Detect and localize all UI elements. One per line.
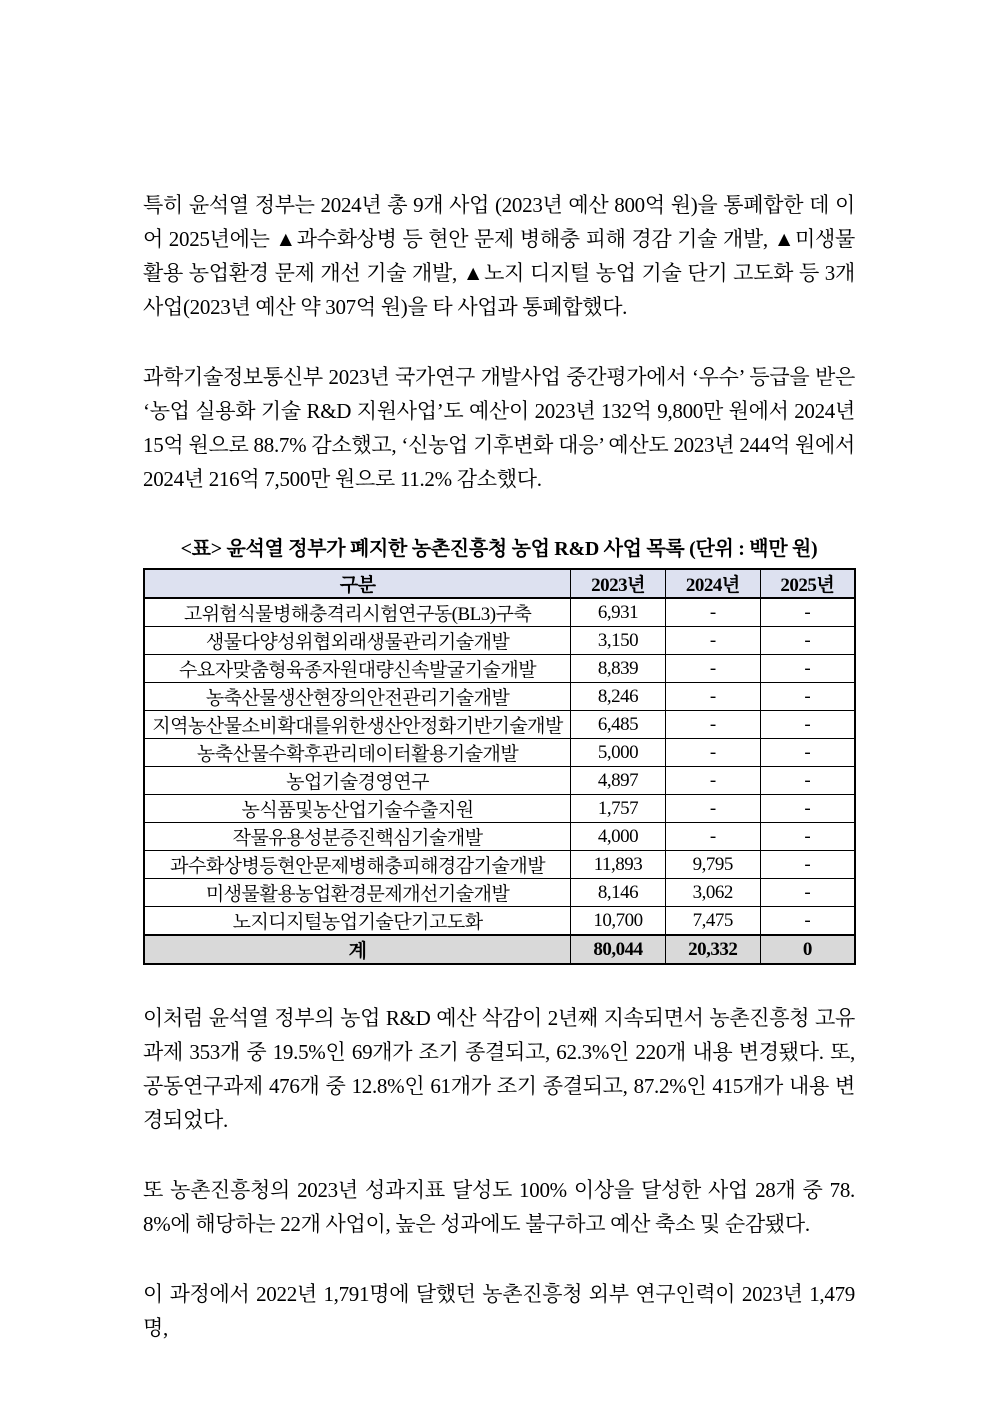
program-name: 노지디지털농업기술단기고도화	[144, 907, 571, 936]
value-2025: -	[760, 767, 855, 795]
value-2024: -	[665, 655, 760, 683]
value-2025: -	[760, 711, 855, 739]
value-2025: -	[760, 823, 855, 851]
value-2025: -	[760, 879, 855, 907]
value-2023: 3,150	[571, 627, 666, 655]
value-2024: -	[665, 598, 760, 627]
table-row	[144, 767, 855, 795]
program-name: 과수화상병등현안문제병해충피해경감기술개발	[144, 851, 571, 879]
program-name: 미생물활용농업환경문제개선기술개발	[144, 879, 571, 907]
value-2025: -	[760, 627, 855, 655]
paragraph-researchers: 이 과정에서 2022년 1,791명에 달했던 농촌진흥청 외부 연구인력이 2023년 1,479명,	[143, 1282, 855, 1340]
table-row	[144, 739, 855, 767]
program-name: 수요자맞춤형육종자원대량신속발굴기술개발	[144, 655, 571, 683]
total-label: 계	[144, 935, 571, 964]
program-name: 농축산물수확후관리데이터활용기술개발	[144, 739, 571, 767]
value-2023: 6,485	[571, 711, 666, 739]
table-row	[144, 907, 855, 936]
program-name: 지역농산물소비확대를위한생산안정화기반기술개발	[144, 711, 571, 739]
table-title: <표> 윤석열 정부가 폐지한 농촌진흥청 농업 R&D 사업 목록 (단위 : 백만 원)	[180, 538, 818, 560]
program-name: 작물유용성분증진핵심기술개발	[144, 823, 571, 851]
table-row	[144, 655, 855, 683]
value-2025: -	[760, 907, 855, 936]
value-2024: 7,475	[665, 907, 760, 936]
value-2025: -	[760, 851, 855, 879]
value-2023: 8,246	[571, 683, 666, 711]
table-total-row	[144, 935, 855, 964]
value-2023: 1,757	[571, 795, 666, 823]
value-2023: 8,839	[571, 655, 666, 683]
value-2025: -	[760, 598, 855, 627]
value-2025: -	[760, 683, 855, 711]
table-row	[144, 823, 855, 851]
value-2025: -	[760, 795, 855, 823]
value-2023: 11,893	[571, 851, 666, 879]
table-row	[144, 627, 855, 655]
value-2023: 6,931	[571, 598, 666, 627]
col-header-2023: 2023년	[571, 569, 666, 598]
program-name: 농식품및농산업기술수출지원	[144, 795, 571, 823]
value-2023: 8,146	[571, 879, 666, 907]
table-header-row	[144, 569, 855, 598]
value-2024: 3,062	[665, 879, 760, 907]
value-2024: -	[665, 711, 760, 739]
value-2024: 9,795	[665, 851, 760, 879]
program-name: 농업기술경영연구	[144, 767, 571, 795]
value-2024: -	[665, 795, 760, 823]
paragraph-consolidation: 특히 윤석열 정부는 2024년 총 9개 사업 (2023년 예산 800억 원)을 통폐합한 데 이어 2025년에는 ▲과수화상병 등 현안 문제 병해충 피해 경감 기술 개발, ▲미생물 활용 농업환경 문제 개선 기술 개발, ▲노지 디지털 농업 기술 단기 고도화 등 3개 사업(2023년 예산 약 307억 원)을 타 사업과 통폐합했다.	[143, 193, 855, 319]
paragraph-budget-cuts: 과학기술정보통신부 2023년 국가연구 개발사업 중간평가에서 ‘우수’ 등급을 받은 ‘농업 실용화 기술 R&D 지원사업’도 예산이 2023년 132억 9,800만 원에서 2024년 15억 원으로 88.7% 감소했고, ‘신농업 기후변화 대응’ 예산도 2023년 244억 원에서 2024년 216억 7,500만 원으로 11.2% 감소했다.	[143, 365, 855, 491]
value-2024: -	[665, 739, 760, 767]
table-row	[144, 879, 855, 907]
table-row	[144, 598, 855, 627]
value-2023: 5,000	[571, 739, 666, 767]
program-name: 생물다양성위협외래생물관리기술개발	[144, 627, 571, 655]
col-header-2024: 2024년	[665, 569, 760, 598]
value-2025: -	[760, 739, 855, 767]
col-header-2025: 2025년	[760, 569, 855, 598]
value-2023: 10,700	[571, 907, 666, 936]
value-2023: 4,897	[571, 767, 666, 795]
value-2024: -	[665, 767, 760, 795]
paragraph-performance: 또 농촌진흥청의 2023년 성과지표 달성도 100% 이상을 달성한 사업 28개 중 78.8%에 해당하는 22개 사업이, 높은 성과에도 불구하고 예산 축소 및 순감됐다.	[143, 1178, 855, 1236]
total-2025: 0	[760, 935, 855, 964]
value-2024: -	[665, 683, 760, 711]
program-name: 농축산물생산현장의안전관리기술개발	[144, 683, 571, 711]
table-row	[144, 795, 855, 823]
table-row	[144, 711, 855, 739]
col-header-category: 구분	[144, 569, 571, 598]
table-row	[144, 851, 855, 879]
value-2025: -	[760, 655, 855, 683]
abolished-programs-table	[143, 568, 856, 965]
paragraph-project-terminations: 이처럼 윤석열 정부의 농업 R&D 예산 삭감이 2년째 지속되면서 농촌진흥청 고유과제 353개 중 19.5%인 69개가 조기 종결되고, 62.3%인 220개 내용 변경됐다. 또, 공동연구과제 476개 중 12.8%인 61개가 조기 종결되고, 87.2%인 415개가 내용 변경되었다.	[143, 1006, 855, 1132]
value-2023: 4,000	[571, 823, 666, 851]
total-2023: 80,044	[571, 935, 666, 964]
value-2024: -	[665, 627, 760, 655]
total-2024: 20,332	[665, 935, 760, 964]
value-2024: -	[665, 823, 760, 851]
table-row	[144, 683, 855, 711]
program-name: 고위험식물병해충격리시험연구동(BL3)구축	[144, 598, 571, 627]
